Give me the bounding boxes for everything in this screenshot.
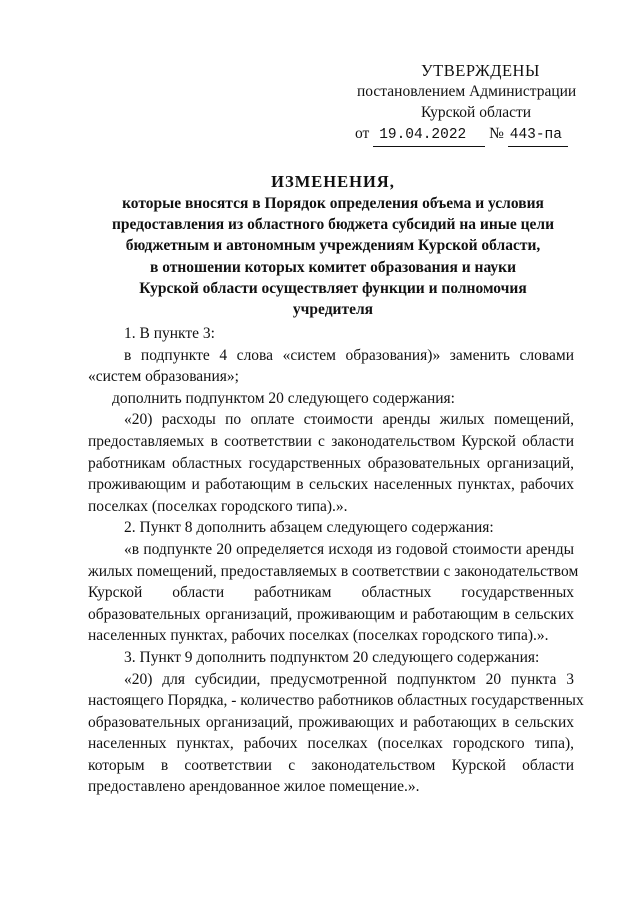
- body-line: Курской области работникам областных государственных: [88, 584, 574, 602]
- subtitle-line: Курской области осуществляет функции и полномочия: [139, 279, 527, 297]
- body-line: образовательных организаций, проживающих и работающих в сельских: [88, 713, 574, 731]
- document-subtitle: [88, 193, 578, 320]
- approval-date: 19.04.2022: [373, 125, 485, 147]
- approved-heading: УТВЕРЖДЕНЫ: [421, 61, 540, 80]
- body-line: которым в соответствии с законодательством Курской области: [88, 756, 574, 774]
- document-title: ИЗМЕНЕНИЯ,: [271, 172, 395, 191]
- approval-date-number: [355, 123, 595, 147]
- body-line: дополнить подпунктом 20 следующего содержания:: [112, 389, 455, 407]
- body-line: «систем образования»;: [88, 368, 239, 386]
- item-3-heading: 3. Пункт 9 дополнить подпунктом 20 следующего содержания:: [124, 648, 540, 666]
- body-line: настоящего Порядка, - количество работников областных государственных: [88, 692, 584, 710]
- body-line: предоставляемых в соответствии с законодательством Курской области: [88, 432, 574, 450]
- body-line: предоставлено арендованное жилое помещение.».: [88, 778, 420, 796]
- subtitle-line: учредителя: [292, 301, 374, 319]
- approval-number: 443-па: [508, 125, 568, 147]
- item-1-heading: 1. В пункте 3:: [124, 325, 215, 342]
- body-line: проживающим и работающим в сельских населенных пунктах, рабочих: [88, 476, 574, 494]
- body-line: населенных пунктах, рабочих поселках (поселках городского типа).».: [88, 627, 549, 645]
- body-line: «20) расходы по оплате стоимости аренды жилых помещений,: [124, 411, 574, 429]
- body-line: «в подпункте 20 определяется исходя из годовой стоимости аренды: [124, 540, 574, 558]
- body-line: населенных пунктах, рабочих поселках (поселках городского типа),: [88, 735, 574, 753]
- body-line: образовательных организаций, проживающим и работающим в сельских: [88, 605, 574, 623]
- subtitle-line: в отношении которых комитет образования и науки: [149, 258, 517, 276]
- body-line: работникам областных государственных образовательных организаций,: [88, 454, 574, 472]
- number-prefix: №: [489, 125, 504, 142]
- body-line: «20) для субсидии, предусмотренной подпунктом 20 пункта 3: [124, 670, 574, 688]
- approved-by: постановлением Администрации: [357, 83, 577, 100]
- approved-region: Курской области: [421, 104, 532, 121]
- date-prefix: от: [355, 125, 370, 142]
- subtitle-line: бюджетным и автономным учреждениям Курской области,: [125, 237, 541, 255]
- body-line: в подпункте 4 слова «систем образования)» заменить словами: [124, 346, 574, 364]
- body-line: жилых помещений, предоставляемых в соответствии с законодательством: [88, 562, 579, 580]
- subtitle-line: предоставления из областного бюджета субсидий на иные цели: [111, 216, 555, 234]
- item-2-heading: 2. Пункт 8 дополнить абзацем следующего содержания:: [124, 519, 494, 537]
- approval-block: [355, 60, 595, 147]
- body-line: поселках (поселках городского типа).».: [88, 497, 348, 515]
- document-body: [88, 323, 584, 798]
- subtitle-line: которые вносятся в Порядок определения объема и условия: [122, 195, 544, 212]
